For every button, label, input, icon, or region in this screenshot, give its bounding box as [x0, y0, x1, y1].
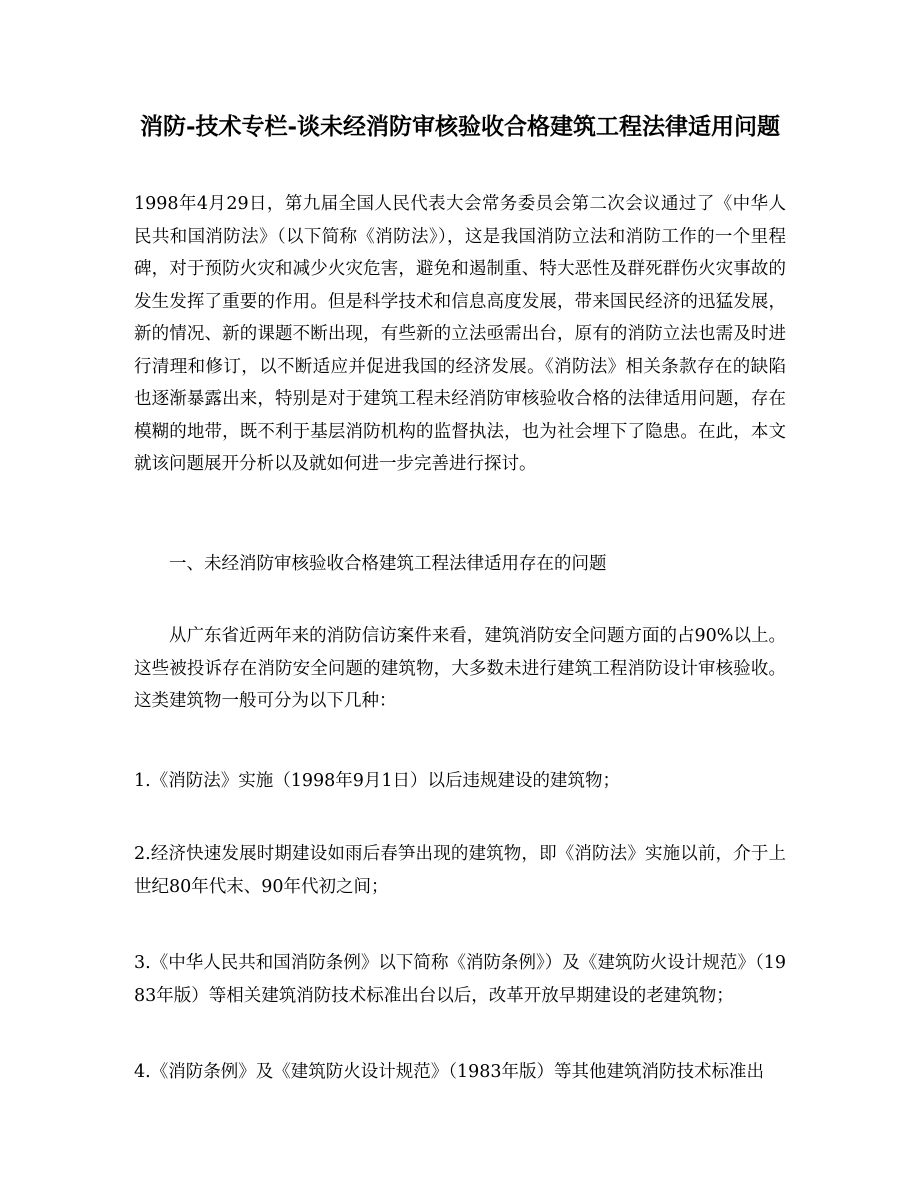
list-item-4: 4.《消防条例》及《建筑防火设计规范》（1983年版）等其他建筑消防技术标准出 — [134, 1062, 764, 1082]
paragraph-complaints: 从广东省近两年来的消防信访案件来看，建筑消防安全问题方面的占90%以上。这些被投诉存在消防安全问题的建筑物，大多数未进行建筑工程消防设计审核验收。这类建筑物一般可分为以下几种： — [134, 626, 786, 711]
section-heading: 一、未经消防审核验收合格建筑工程法律适用存在的问题 — [169, 554, 607, 574]
document-title: 消防-技术专栏-谈未经消防审核验收合格建筑工程法律适用问题 — [139, 113, 781, 140]
list-item-3: 3.《中华人民共和国消防条例》以下简称《消防条例》）及《建筑防火设计规范》（1983年版）等相关建筑消防技术标准出台以后，改革开放早期建设的老建筑物； — [134, 953, 786, 1006]
paragraph-intro: 1998年4月29日，第九届全国人民代表大会常务委员会第二次会议通过了《中华人民共和国消防法》（以下简称《消防法》），这是我国消防立法和消防工作的一个里程碑，对于预防火灾和减少火灾危害，避免和遏制重、特大恶性及群死群伤火灾事故的发生发挥了重要的作用。但是科学技术和信息高度发展，带来国民经济的迅猛发展，新的情况、新的课题不断出现，有些新的立法亟需出台，原有的消防立法也需及时进行清理和修订，以不断适应并促进我国的经济发展。《消防法》相关条款存在的缺陷也逐渐暴露出来，特别是对于建筑工程未经消防审核验收合格的法律适用问题，存在模糊的地带，既不利于基层消防机构的监督执法，也为社会埋下了隐患。在此，本文就该问题展开分析以及就如何进一步完善进行探讨。 — [134, 194, 786, 474]
list-item-1: 1.《消防法》实施（1998年9月1日）以后违规建设的建筑物； — [134, 771, 620, 791]
list-item-2: 2.经济快速发展时期建设如雨后春笋出现的建筑物，即《消防法》实施以前，介于上世纪80年代末、90年代初之间； — [134, 844, 786, 897]
